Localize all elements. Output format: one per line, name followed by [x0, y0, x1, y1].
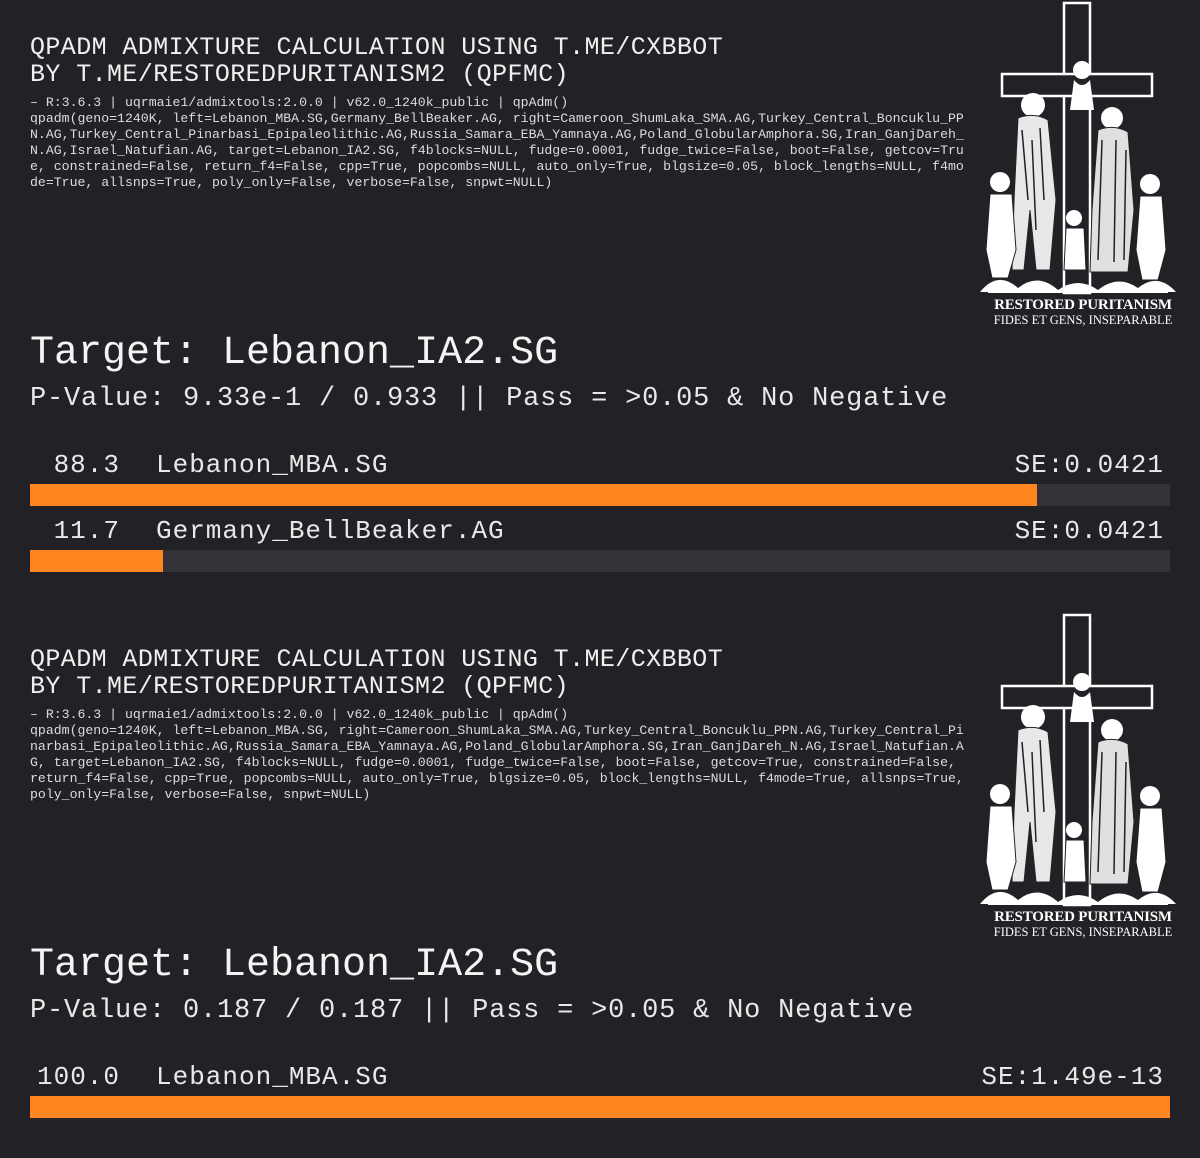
- cross-family-illustration-icon: [978, 0, 1178, 300]
- header-title-line-1: QPADM ADMIXTURE CALCULATION USING T.ME/CXBBOT: [30, 645, 724, 674]
- standard-error-label: SE:1.49e-13: [981, 1062, 1164, 1092]
- ancestry-bar-track: [30, 550, 1170, 572]
- target-population-label: Target: Lebanon_IA2.SG: [30, 331, 559, 376]
- target-population-label: Target: Lebanon_IA2.SG: [30, 943, 559, 988]
- header-title-line-1: QPADM ADMIXTURE CALCULATION USING T.ME/CXBBOT: [30, 33, 724, 62]
- standard-error-label: SE:0.0421: [1014, 450, 1164, 480]
- p-value-label: P-Value: 9.33e-1 / 0.933 || Pass = >0.05 & No Negative: [30, 384, 949, 414]
- ancestry-bar-fill: [30, 550, 163, 572]
- calculation-header: [30, 34, 970, 88]
- logo-brand-name: RESTORED PURITANISM: [994, 909, 1172, 925]
- ancestry-percentage: 100.0: [36, 1062, 120, 1092]
- restored-puritanism-logo: [978, 612, 1178, 942]
- ancestry-percentage: 11.7: [53, 516, 120, 546]
- standard-error-label: SE:0.0421: [1014, 516, 1164, 546]
- ancestry-bar-track: [30, 484, 1170, 506]
- ancestry-bar-fill: [30, 1096, 1170, 1118]
- source-population-name: Lebanon_MBA.SG: [156, 450, 389, 480]
- qpadm-command-text: – R:3.6.3 | uqrmaie1/admixtools:2.0.0 | v62.0_1240k_public | qpAdm() qpadm(geno=1240K, left=Lebanon_MBA.SG,Germany_BellBeaker.AG, right=Cameroon_ShumLaka_SMA.AG,Turkey_Central_Boncuklu_PPN.AG,Turkey_Central_Pinarbasi_Epipaleolithic.AG,Russia_Samara_EBA_Yamnaya.AG,Poland_GlobularAmphora.SG,Iran_GanjDareh_N.AG,Israel_Natufian.AG, target=Lebanon_IA2.SG, f4blocks=NULL, fudge=0.0001, fudge_twice=False, boot=False, getcov=True, constrained=False, return_f4=False, cpp=True, popcombs=NULL, auto_only=True, blgsize=0.05, block_lengths=NULL, f4mode=True, allsnps=True, poly_only=False, verbose=False, snpwt=NULL): [30, 95, 964, 190]
- header-title-line-2: BY T.ME/RESTOREDPURITANISM2 (QPFMC): [30, 672, 570, 701]
- ancestry-percentage: 88.3: [53, 450, 120, 480]
- restored-puritanism-logo: [978, 0, 1178, 330]
- logo-tagline: FIDES ET GENS, INSEPARABLE: [993, 925, 1173, 939]
- logo-tagline: FIDES ET GENS, INSEPARABLE: [993, 313, 1173, 327]
- p-value-label: P-Value: 0.187 / 0.187 || Pass = >0.05 & No Negative: [30, 996, 915, 1026]
- cross-family-illustration-icon: [978, 612, 1178, 912]
- source-population-name: Germany_BellBeaker.AG: [156, 516, 505, 546]
- admixture-result-panel: [0, 612, 1200, 1158]
- logo-brand-name: RESTORED PURITANISM: [994, 297, 1172, 313]
- header-title-line-2: BY T.ME/RESTOREDPURITANISM2 (QPFMC): [30, 60, 570, 89]
- ancestry-bar-track: [30, 1096, 1170, 1118]
- source-population-name: Lebanon_MBA.SG: [156, 1062, 389, 1092]
- calculation-header: [30, 646, 970, 700]
- ancestry-bar-fill: [30, 484, 1037, 506]
- qpadm-command-text: – R:3.6.3 | uqrmaie1/admixtools:2.0.0 | v62.0_1240k_public | qpAdm() qpadm(geno=1240K, left=Lebanon_MBA.SG, right=Cameroon_ShumLaka_SMA.AG,Turkey_Central_Boncuklu_PPN.AG,Turkey_Central_Pinarbasi_Epipaleolithic.AG,Russia_Samara_EBA_Yamnaya.AG,Poland_GlobularAmphora.SG,Iran_GanjDareh_N.AG,Israel_Natufian.AG, target=Lebanon_IA2.SG, f4blocks=NULL, fudge=0.0001, fudge_twice=False, boot=False, getcov=True, constrained=False, return_f4=False, cpp=True, popcombs=NULL, auto_only=True, blgsize=0.05, block_lengths=NULL, f4mode=True, allsnps=True, poly_only=False, verbose=False, snpwt=NULL): [30, 707, 964, 802]
